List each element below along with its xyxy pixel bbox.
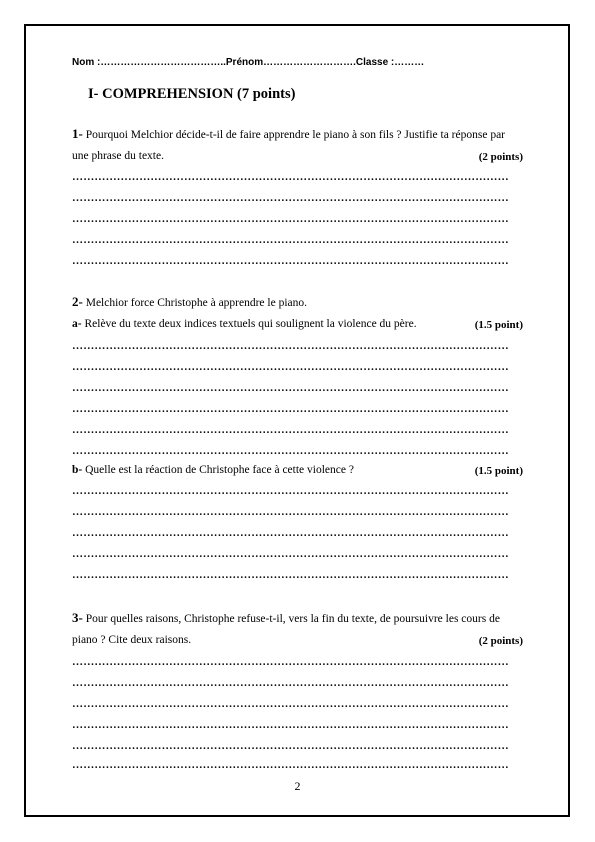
- answer-line[interactable]: ………………………………………………………………………………………………………: [72, 656, 509, 668]
- answer-line[interactable]: ………………………………………………………………………………………………………: [72, 255, 509, 267]
- answer-line[interactable]: ………………………………………………………………………………………………………: [72, 569, 509, 581]
- question-1-line1: [72, 126, 505, 142]
- answer-line[interactable]: ………………………………………………………………………………………………………: [72, 506, 509, 518]
- answer-line[interactable]: ………………………………………………………………………………………………………: [72, 213, 509, 225]
- question-1-line2: une phrase du texte.: [72, 150, 164, 162]
- question-1-text: Pourquoi Melchior décide-t-il de faire apprendre le piano à son fils ? Justifie ta réponse par: [82, 129, 506, 141]
- question-2b-letter: b-: [72, 464, 83, 476]
- answer-line[interactable]: ………………………………………………………………………………………………………: [72, 171, 509, 183]
- question-2a-points: (1.5 point): [474, 319, 523, 331]
- question-1-points: (2 points): [478, 151, 523, 163]
- question-2b-line: [72, 464, 354, 476]
- answer-line[interactable]: ………………………………………………………………………………………………………: [72, 361, 509, 373]
- answer-line[interactable]: ………………………………………………………………………………………………………: [72, 403, 509, 415]
- question-2a-text: Relève du texte deux indices textuels qui soulignent la violence du père.: [81, 318, 417, 330]
- question-3-line2: piano ? Cite deux raisons.: [72, 634, 192, 646]
- answer-line[interactable]: ………………………………………………………………………………………………………: [72, 340, 509, 352]
- answer-line[interactable]: ………………………………………………………………………………………………………: [72, 234, 509, 246]
- answer-line[interactable]: ………………………………………………………………………………………………………: [72, 527, 509, 539]
- answer-line[interactable]: ………………………………………………………………………………………………………: [72, 698, 509, 710]
- question-2b-points: (1.5 point): [474, 465, 523, 477]
- answer-line[interactable]: ………………………………………………………………………………………………………: [72, 485, 509, 497]
- question-2-text: Melchior force Christophe à apprendre le piano.: [82, 297, 308, 309]
- answer-line[interactable]: ………………………………………………………………………………………………………: [72, 445, 509, 457]
- answer-line[interactable]: ………………………………………………………………………………………………………: [72, 192, 509, 204]
- question-1-number: 1-: [72, 126, 83, 141]
- section-title: I- COMPREHENSION (7 points): [88, 86, 296, 102]
- answer-line[interactable]: ………………………………………………………………………………………………………: [72, 382, 509, 394]
- answer-line[interactable]: ………………………………………………………………………………………………………: [72, 759, 509, 771]
- question-3-number: 3-: [72, 610, 83, 625]
- question-3-points: (2 points): [478, 635, 523, 647]
- answer-line[interactable]: ………………………………………………………………………………………………………: [72, 719, 509, 731]
- question-2-number: 2-: [72, 294, 83, 309]
- answer-line[interactable]: ………………………………………………………………………………………………………: [72, 424, 509, 436]
- answer-line[interactable]: ………………………………………………………………………………………………………: [72, 677, 509, 689]
- answer-line[interactable]: ………………………………………………………………………………………………………: [72, 740, 509, 752]
- answer-line[interactable]: ………………………………………………………………………………………………………: [72, 548, 509, 560]
- question-3-line1: [72, 610, 500, 626]
- student-info-header: Nom :………………………………..Prénom……………………….Classe :………: [72, 57, 425, 68]
- question-2b-text: Quelle est la réaction de Christophe face à cette violence ?: [82, 464, 354, 476]
- question-2a-line: [72, 318, 417, 330]
- question-3-text: Pour quelles raisons, Christophe refuse-t-il, vers la fin du texte, de poursuivre les cours de: [82, 613, 500, 625]
- page-number: 2: [294, 779, 301, 793]
- question-2-line: [72, 294, 307, 310]
- question-2a-letter: a-: [72, 318, 82, 330]
